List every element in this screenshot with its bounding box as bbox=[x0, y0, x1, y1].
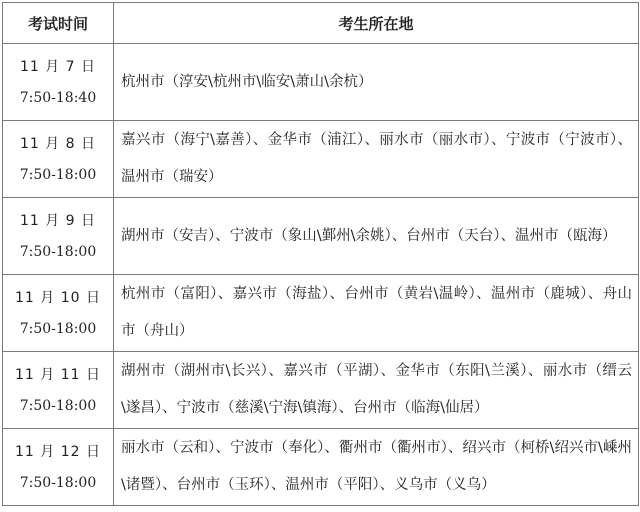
exam-date: 11 月 12 日 bbox=[15, 444, 101, 460]
exam-hours: 7:50-18:00 bbox=[19, 475, 97, 491]
table-row bbox=[3, 121, 639, 198]
column-header-exam-time: 考试时间 bbox=[3, 3, 114, 44]
candidate-locations: 丽水市（云和）、宁波市（奉化）、衢州市（衢州市）、绍兴市（柯桥\绍兴市\嵊州\诸暨）、台州市（玉环）、温州市（平阳）、义乌市（义乌） bbox=[114, 429, 639, 506]
column-header-candidate-location: 考生所在地 bbox=[114, 3, 639, 44]
table-row bbox=[3, 275, 639, 352]
exam-date: 11 月 7 日 bbox=[19, 59, 97, 75]
candidate-locations: 嘉兴市（海宁\嘉善）、金华市（浦江）、丽水市（丽水市）、宁波市（宁波市）、温州市（瑞安） bbox=[114, 121, 639, 198]
exam-date: 11 月 11 日 bbox=[15, 367, 101, 383]
exam-time-cell bbox=[3, 121, 114, 198]
exam-date: 11 月 8 日 bbox=[19, 136, 97, 152]
exam-schedule-table bbox=[2, 2, 639, 506]
exam-date: 11 月 9 日 bbox=[19, 213, 97, 229]
exam-hours: 7:50-18:40 bbox=[19, 90, 97, 106]
table-row bbox=[3, 44, 639, 121]
exam-time-cell bbox=[3, 44, 114, 121]
candidate-locations: 湖州市（湖州市\长兴）、嘉兴市（平湖）、金华市（东阳\兰溪）、丽水市（缙云\遂昌）、宁波市（慈溪\宁海\镇海）、台州市（临海\仙居） bbox=[114, 352, 639, 429]
exam-time-cell bbox=[3, 429, 114, 506]
exam-time-cell bbox=[3, 352, 114, 429]
candidate-locations: 杭州市（淳安\杭州市\临安\萧山\余杭） bbox=[114, 44, 639, 121]
table-row bbox=[3, 198, 639, 275]
exam-hours: 7:50-18:00 bbox=[19, 398, 97, 414]
exam-date: 11 月 10 日 bbox=[15, 290, 101, 306]
candidate-locations: 湖州市（安吉）、宁波市（象山\鄞州\余姚）、台州市（天台）、温州市（瓯海） bbox=[114, 198, 639, 275]
exam-time-cell bbox=[3, 275, 114, 352]
exam-time-cell bbox=[3, 198, 114, 275]
table-header-row bbox=[3, 3, 639, 44]
candidate-locations: 杭州市（富阳）、嘉兴市（海盐）、台州市（黄岩\温岭）、温州市（鹿城）、舟山市（舟山） bbox=[114, 275, 639, 352]
exam-hours: 7:50-18:00 bbox=[19, 321, 97, 337]
exam-hours: 7:50-18:00 bbox=[19, 244, 97, 260]
table-row bbox=[3, 352, 639, 429]
table-row bbox=[3, 429, 639, 506]
exam-hours: 7:50-18:00 bbox=[19, 167, 97, 183]
